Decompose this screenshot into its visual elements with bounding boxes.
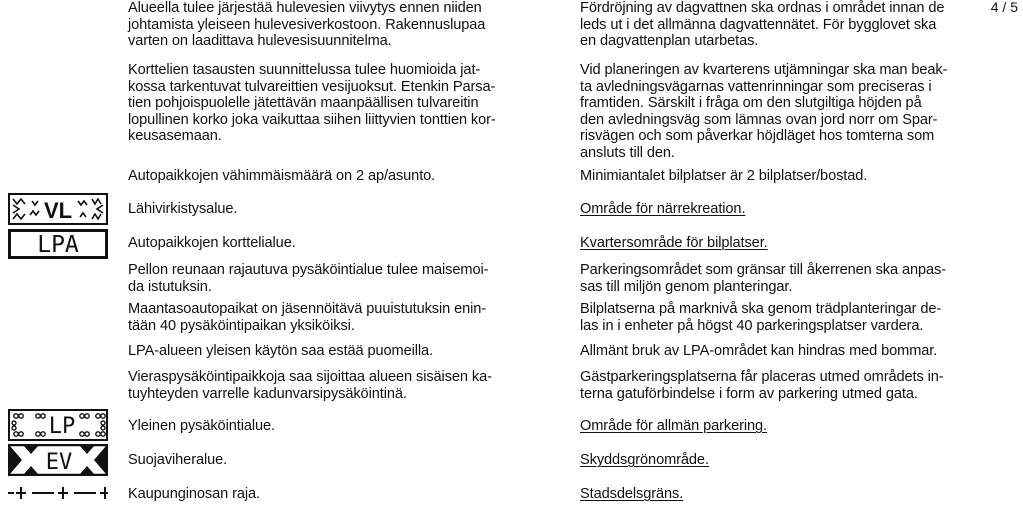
sv-text-line: Bilplatserna på marknivå ska genom trädplanteringar de- xyxy=(580,301,942,317)
sv-text-line: den avledningsväg som lämnas ovan jord norr om Spar- xyxy=(580,111,938,128)
fi-text-line: varten on laadittava hulevesisuunnitelma. xyxy=(128,33,392,50)
fi-lpa-trees xyxy=(128,301,486,334)
fi-lpa-landscaping xyxy=(128,262,488,295)
district-boundary-symbol xyxy=(8,485,108,501)
fi-ev-label: Suojaviheralue. xyxy=(128,452,228,468)
fi-parking-minimum: Autopaikkojen vähimmäismäärä on 2 ap/asunto. xyxy=(128,168,436,184)
sv-lpa-landscaping xyxy=(580,262,946,295)
sv-text-line: framtiden. Särskilt i fråga om den slutgiltiga höjden på xyxy=(580,95,922,112)
fi-text-line: johtamista yleiseen hulevesiverkostoon. Rakennuslupaa xyxy=(128,16,486,33)
fi-guest-parking xyxy=(128,369,492,402)
ev-legend-symbol xyxy=(8,444,108,476)
fi-text-line: keusasemaan. xyxy=(128,128,222,145)
sv-stormwater-paragraph xyxy=(580,0,944,50)
lp-symbol-label: LP xyxy=(48,414,76,439)
fi-text-line: Alueella tulee järjestää hulevesien viivytys ennen niiden xyxy=(128,0,482,16)
lpa-symbol-label: LPA xyxy=(37,232,79,258)
sv-text-line: leds ut i det allmänna dagvattennätet. För bygglovet ska xyxy=(580,16,937,33)
sv-grading-paragraph xyxy=(580,62,947,162)
sv-text-line: Fördröjning av dagvattnen ska ordnas i området innan de xyxy=(580,0,945,16)
sv-boundary-label: Stadsdelsgräns. xyxy=(580,486,684,502)
fi-text-line: tuyhteyden varrelle kadunvarsipysäköintinä. xyxy=(128,385,407,402)
sv-parking-minimum: Minimiantalet bilplatser är 2 bilplatser/bostad. xyxy=(580,168,868,184)
sv-ev-label: Skyddsgrönområde. xyxy=(580,452,709,468)
fi-stormwater-paragraph xyxy=(128,0,485,50)
sv-text-line: Vid planeringen av kvarterens utjämningar ska man beak- xyxy=(580,62,948,78)
sv-lp-label: Område för allmän parkering. xyxy=(580,418,767,434)
fi-text-line: Korttelien tasausten suunnittelussa tulee huomioida jat- xyxy=(128,62,481,78)
lp-legend-symbol xyxy=(8,409,108,441)
sv-lpa-label: Kvartersområde för bilplatser. xyxy=(580,235,768,251)
sv-text-line: ansluts till den. xyxy=(580,144,675,161)
sv-guest-parking xyxy=(580,369,944,402)
page-number: 4 / 5 xyxy=(990,0,1018,15)
fi-text-line: lopullinen korko joka vaikuttaa siihen liittyvien tonttien kor- xyxy=(128,111,496,128)
fi-text-line: kossa tarkentuvat tulvareittien vesijuoksut. Etenkin Parsa- xyxy=(128,78,496,95)
fi-text-line: tien pohjoispuolelle jätettävän maanpäällisen tulvareitin xyxy=(128,95,479,112)
vl-legend-symbol xyxy=(8,193,108,225)
fi-text-line: Vieraspysäköintipaikkoja saa sijoittaa alueen sisäisen ka- xyxy=(128,369,492,385)
fi-grading-paragraph xyxy=(128,62,496,145)
vl-symbol-label: VL xyxy=(43,198,73,223)
sv-text-line: ta avledningsvägarnas vattenrinningar som preciseras i xyxy=(580,78,932,95)
sv-text-line: en dagvattenplan utarbetas. xyxy=(580,33,759,50)
sv-text-line: Parkeringsområdet som gränsar till åkerrenen ska anpas- xyxy=(580,262,946,278)
fi-lpa-barriers: LPA-alueen yleisen käytön saa estää puomeilla. xyxy=(128,343,434,359)
fi-lp-label: Yleinen pysäköintialue. xyxy=(128,418,275,434)
sv-lpa-barriers: Allmänt bruk av LPA-området kan hindras med bommar. xyxy=(580,343,938,359)
sv-text-line: terna gatuförbindelse i form av parkering utmed gata. xyxy=(580,385,918,402)
fi-text-line: tään 40 pysäköintipaikan yksiköiksi. xyxy=(128,317,355,334)
sv-text-line: risvägen och som påverkar höjdläget hos tomterna som xyxy=(580,128,935,145)
fi-boundary-label: Kaupunginosan raja. xyxy=(128,486,260,502)
fi-text-line: Pellon reunaan rajautuva pysäköintialue tulee maisemoi- xyxy=(128,262,489,278)
sv-text-line: las in i enheter på högst 40 parkeringsplatser vardera. xyxy=(580,317,924,334)
lpa-legend-symbol xyxy=(8,229,108,259)
sv-lpa-trees xyxy=(580,301,941,334)
fi-vl-label: Lähivirkistysalue. xyxy=(128,201,238,217)
fi-text-line: da istutuksin. xyxy=(128,278,212,295)
fi-lpa-label: Autopaikkojen korttelialue. xyxy=(128,235,296,251)
sv-text-line: Gästparkeringsplatserna får placeras utmed områdets in- xyxy=(580,369,944,385)
sv-text-line: sas till miljön genom planteringar. xyxy=(580,278,793,295)
ev-symbol-label: EV xyxy=(45,450,73,475)
sv-vl-label: Område för närrekreation. xyxy=(580,201,746,217)
fi-text-line: Maantasoautopaikat on jäsennöitävä puuistutuksin enin- xyxy=(128,301,487,317)
